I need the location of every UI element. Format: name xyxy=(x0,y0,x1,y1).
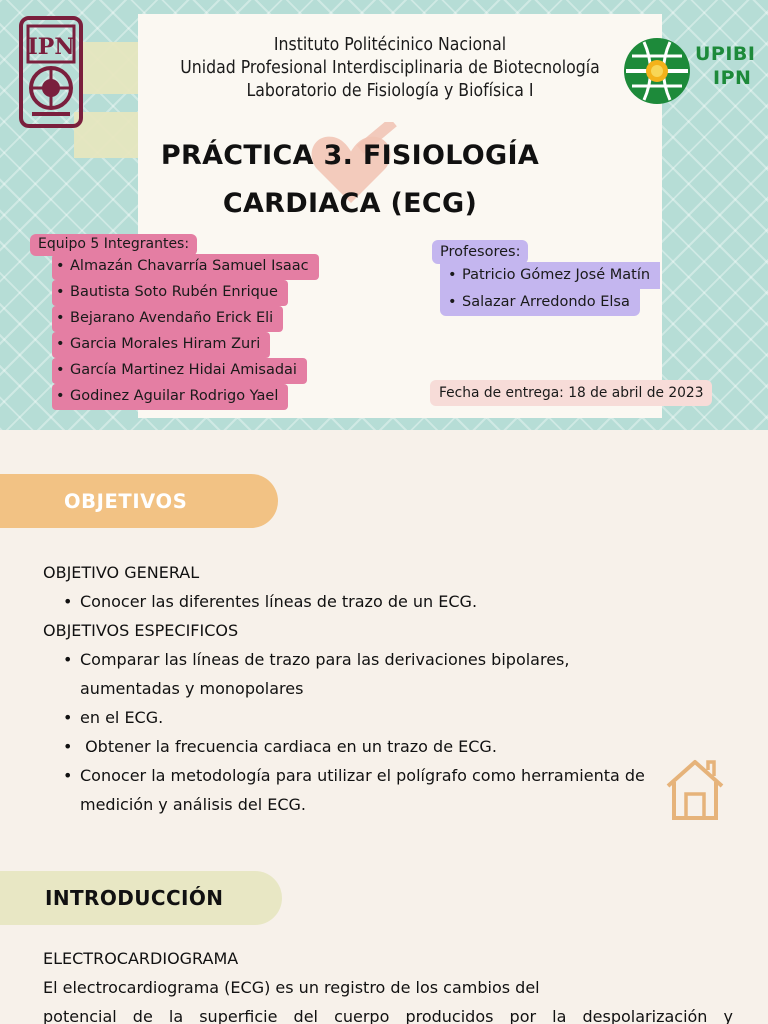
introduction-subheading: ELECTROCARDIOGRAMA xyxy=(43,949,239,968)
professor: • Patricio Gómez José Matín xyxy=(440,262,660,289)
team-member: • Bautista Soto Rubén Enrique xyxy=(52,280,288,306)
team-members-box xyxy=(30,234,330,410)
objectives-heading: OBJETIVOS xyxy=(64,489,188,513)
team-member: • Garcia Morales Hiram Zuri xyxy=(52,332,270,358)
document-title: PRÁCTICA 3. FISIOLOGÍA CARDIACA (ECG) xyxy=(160,140,540,219)
ipn-logo-icon xyxy=(18,16,84,128)
introduction-heading: INTRODUCCIÓN xyxy=(45,886,224,910)
house-icon xyxy=(664,756,726,822)
general-objective-heading: OBJETIVO GENERAL xyxy=(43,563,200,582)
cover-header xyxy=(0,0,768,430)
team-member: • García Martinez Hidai Amisadai xyxy=(52,358,307,384)
ipn-logo-text: IPN xyxy=(27,34,75,60)
unit-name: Unidad Profesional Interdisciplinaria de Biotecnología xyxy=(180,58,600,78)
institution-name: Instituto Politécinico Nacional xyxy=(273,35,507,55)
list-item: • Conocer las diferentes líneas de trazo de un ECG. xyxy=(63,587,733,616)
list-item: • en el ECG. xyxy=(63,703,733,732)
team-heading: Equipo 5 Integrantes: xyxy=(30,234,197,256)
lab-name: Laboratorio de Fisiología y Biofísica I xyxy=(246,81,534,101)
list-item: • Comparar las líneas de trazo para las derivaciones bipolares, aumentadas y monopolares xyxy=(63,645,733,703)
upibi-logo-text: UPIBI IPN xyxy=(695,43,756,89)
team-member: • Godinez Aguilar Rodrigo Yael xyxy=(52,384,288,410)
institution-header xyxy=(90,34,690,103)
team-members-list xyxy=(30,254,330,410)
professors-list xyxy=(432,262,660,316)
general-objectives-list xyxy=(63,587,733,616)
team-member: • Almazán Chavarría Samuel Isaac xyxy=(52,254,319,280)
paragraph-line: potencial de la superficie del cuerpo producidos por la despolarización y xyxy=(43,1007,733,1024)
objectives-section-header xyxy=(0,474,278,528)
list-item: • Conocer la metodología para utilizar el polígrafo como herramienta de medición y análisis del ECG. xyxy=(63,761,733,819)
professors-box xyxy=(432,240,660,316)
paragraph-line: El electrocardiograma (ECG) es un registro de los cambios del xyxy=(43,978,540,997)
professor: • Salazar Arredondo Elsa xyxy=(440,289,640,316)
professors-heading: Profesores: xyxy=(432,240,528,264)
list-item: • Obtener la frecuencia cardiaca en un trazo de ECG. xyxy=(63,732,733,761)
delivery-date: Fecha de entrega: 18 de abril de 2023 xyxy=(430,380,712,406)
team-member: • Bejarano Avendaño Erick Eli xyxy=(52,306,283,332)
introduction-content xyxy=(43,944,733,1024)
objectives-content xyxy=(43,558,733,819)
specific-objectives-list xyxy=(63,645,733,819)
introduction-section-header xyxy=(0,871,282,925)
specific-objectives-heading: OBJETIVOS ESPECIFICOS xyxy=(43,621,239,640)
